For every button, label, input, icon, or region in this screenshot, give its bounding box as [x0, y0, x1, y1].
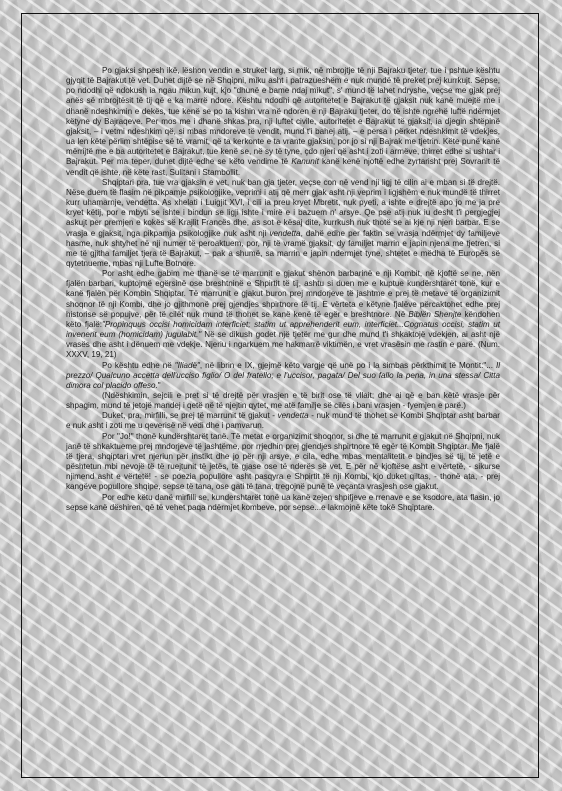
italic-text: vendetta [269, 228, 301, 238]
text-segment: ." [155, 380, 161, 390]
paragraph [66, 391, 500, 411]
italic-text: "Iliadë" [174, 360, 200, 370]
paragraph [66, 432, 500, 493]
text-segment: , në librin e IX, gjejmë këto vargje që unë po i la simbas përkthimit të Montit:"... [199, 360, 496, 370]
text-segment: këndohen këto fjalë: [66, 309, 501, 329]
text-segment: , dahë edhe per faktin se vrasja ndërmjet dy familjeve hasme, nuk shtyhet në nji numer të peroaktuem, por, nji të vramë gjaksit, dy familjet marrin e japin njena me tjetren, si me të gjitha familjet tjera të Bajrakut, – pak a shumë, sa marrin e japin ndermjet tyne, shtetet e mëdha të Europës së qytetnueme, mbas nji Lufte Botnore. [66, 228, 501, 268]
text-segment: Duket, pra, mirfilli, se prej të marrunit të gjakut - [102, 411, 278, 421]
text-segment: Në se dikush godet një tjetër me gur dhe mund t'i shkaktojë vdekjen, ai asht një vrasës dhe asht i dënuem me vdekje. Njeriu i ngarkuem me hakmarrë viktimën, e vret vrasësin me rastin e parë. (Num. XXXV, 19, 21) [66, 330, 500, 360]
paragraph [66, 178, 500, 269]
paragraph [66, 66, 500, 178]
text-segment: Shqiptari pra, tue vra gjaksin e vet, nuk ban gja tjeter, veçse con në vend nji ligj të cilin ai e mban si të drejtë. Nëse duem të flasim në pikpamje psikologjike, veprimi i atij që merr gjak asht nji veprim i ligjshëm e nuk mundë të thirret kurr uhamarnje, vendetta. As xhelati i Luigjit XVI, i cili ia preu kryet Mbretit, nuk pyeti, a ishte e drejtë apo jo me ja pre kryet këtij, por e mbyti se ishte i bindun se ligji ishte i mirë e i bazuem n' arsye. Qe pse atij nuk iu desht t'i pergjegjej askujt per premjen e kokës së Krajlit Francës dhe, as sot e kësaj dite, kurrkush nuk thotë se ai kje nji njeri barbar. E se vrasja e gjaksit, nga pikpamja psikologjike nuk asht nji [66, 177, 500, 238]
italic-text: Biblën Shenjte [408, 309, 462, 319]
text-segment: Po gjaksi shpesh ikë, lëshon vendin e struket larg, si mik, në mbrojtje të nji Bajraku tjeter, tue i pshtue kështu gjyqit të Bajrakut të vet. Duhet dijtë se në Shqipni, miku asht i patrazueshëm e nuk mundë të preket prej kurrkujt. Sepse, po ndodhi që ndokush ia ngau mikun kujt, kjo "dhunë e bame ndaj mikut", s' mund të lahet ndryshe, veçse me gjak prej anës së mbrojtësit të tij që e ka marrë ndore. Kështu ndodhi që autoritetet e Bajrakut të gjaksit nuk kanë muejtë me i dhanë ndeshkimin e dekës, tue kenë se po ta kishin vra në ndoren e nji Bajraku tjeter, do të ishte ngrehë luftë ndërmjet këtyne dy Bajraqeve. Per mos me i dhanë shkas pra, nji luftet civile, autoritetet e Bajrakut të gjaksit, ia djegin shtëpinë gjaksit, – i vetmi ndeshkim që, si mbas mndoreve të vendit, mund t'i bahej atij, – e persa i përket ndeshkimit të vdekjes, ua len këte përlim shtëpise së të vramit, që ta kerkonte e ta vrante gjaksin, por jo si nji Bajrak me tjetrin. Këte punë kanë mërrijtë me e ba autoritetet e Bajrakut, tue kenë se, në sy të tyne, çdo njeri që asht i zoti i armëve, thirret edhe si ushtar i Bajrakut. Per ma teper, duhet dijtë edhe se këto vendime të [66, 66, 500, 167]
document-text [66, 66, 500, 513]
paragraph [66, 411, 500, 431]
italic-text: "Propinquus occisi homicidam interficiet; statim ut apprehenderit eum, interficiet...Cognatus occisi, statim ut invenerit eum (homicidam) jugulabit." [66, 319, 500, 340]
text-segment: kanë kenë njoftë edhe zyrtarisht prej Sovranit të vendit që ishte, në këte rast, Sulltani i Stambollit. [66, 157, 500, 177]
paragraph [66, 493, 500, 513]
paragraph [66, 361, 500, 391]
text-segment: - nuk mund të thohet se Kombi Shqiptar asht barbar e nuk asht i zoti me u qeverisë në vedi dhe i pamvarun. [66, 411, 500, 431]
italic-text: vendetta [277, 411, 309, 421]
text-segment: Po kështu edhe në [102, 360, 175, 370]
paragraph [66, 269, 500, 360]
text-segment: (Ndëshkimin, sejcili e pret si të drejtë për vrasjen e të birit ose të vllait; dhe ai që e ban këtë vrasje për shpagim, mund të jetojë mandej i qetë në të njejtin qytet, me atë familje së cilës i bani vrasjen - fyemjen e parë.) [66, 391, 500, 411]
italic-text: Il prezzo/ Qualcuno accetta dell'ucciso figlio/ O del fratello; e l'uccisor, pagata/ Del suo fallo la pena, in una stessa/ Citta dimora col placido offeso [66, 360, 501, 390]
italic-text: Kanunit [291, 157, 319, 167]
text-segment: Por edhe këtu danë mirfilli se, kundershtarët tonë ua kanë zejen shpifjeve e rrenave e se ksodore, ata flasin, jo sepse kanë dëshiren, që të vehet paqa ndërmjet kombeve, por sepse...e lakmojnë këte tokë Shqiptare. [66, 492, 500, 512]
text-segment: Por asht edhe gabim me thanë se të marrunit e gjakut shënon barbarinë e nji Kombit, në kjoftë se ne, nën fjalën barbari, kuptojmë egërsinë ose breshtninë e Shpirtit të tij, ashtu si duen me e kuptue kundërshtarët tonë, kur e kanë fjalën për Kombin Shqiptar. Të marrunit e gjakut buron prej mndorjeve të jashtme e prej të metave të organizimit shoqnor të nji Kombi, dhe jo gjithmonë prej gjendjes shpirtnore të tij. E vërteta e këtyne fjalëve përcaktohet edhe prej historise së popujve, për të cilët nuk mund të thohet se kanë kenë të egër e breshtnore. Në [66, 269, 500, 319]
text-segment: Por "Jo!" thonë kundërshtarët tanë. Të metat e organizimit shoqnor, si dhe të marrunit e gjakut në Shqipni, nuk janë të shkaktueme prej mndorjeve të jashtëme, por rrjedhin prej gjendjes shpirtnore të egër të Kombit Shqiptar. Me fjalë të tjera, shqiptari vret njeriun për instikt dhe jo për nji arsye, e cila, edhe mbas mentalitetit e bindjes së tij, të jetë e pështetun mbi nevojë të të ruejtunit të jetës, të gjase ose të nderës së vet. E për në kjoftëse asht e vërtetë, - sikurse njimend asht e vërtetë! - se poezia popullore asht pasqyra e Shpirtit të nji Kombi, kjo duket qiltas, - thonë ata, - prej kangëve popullore shqipe, sepse të tana, ose gati të tana, tregojnë punë të veçanta vrasjesh ose gjakut. [66, 431, 500, 492]
